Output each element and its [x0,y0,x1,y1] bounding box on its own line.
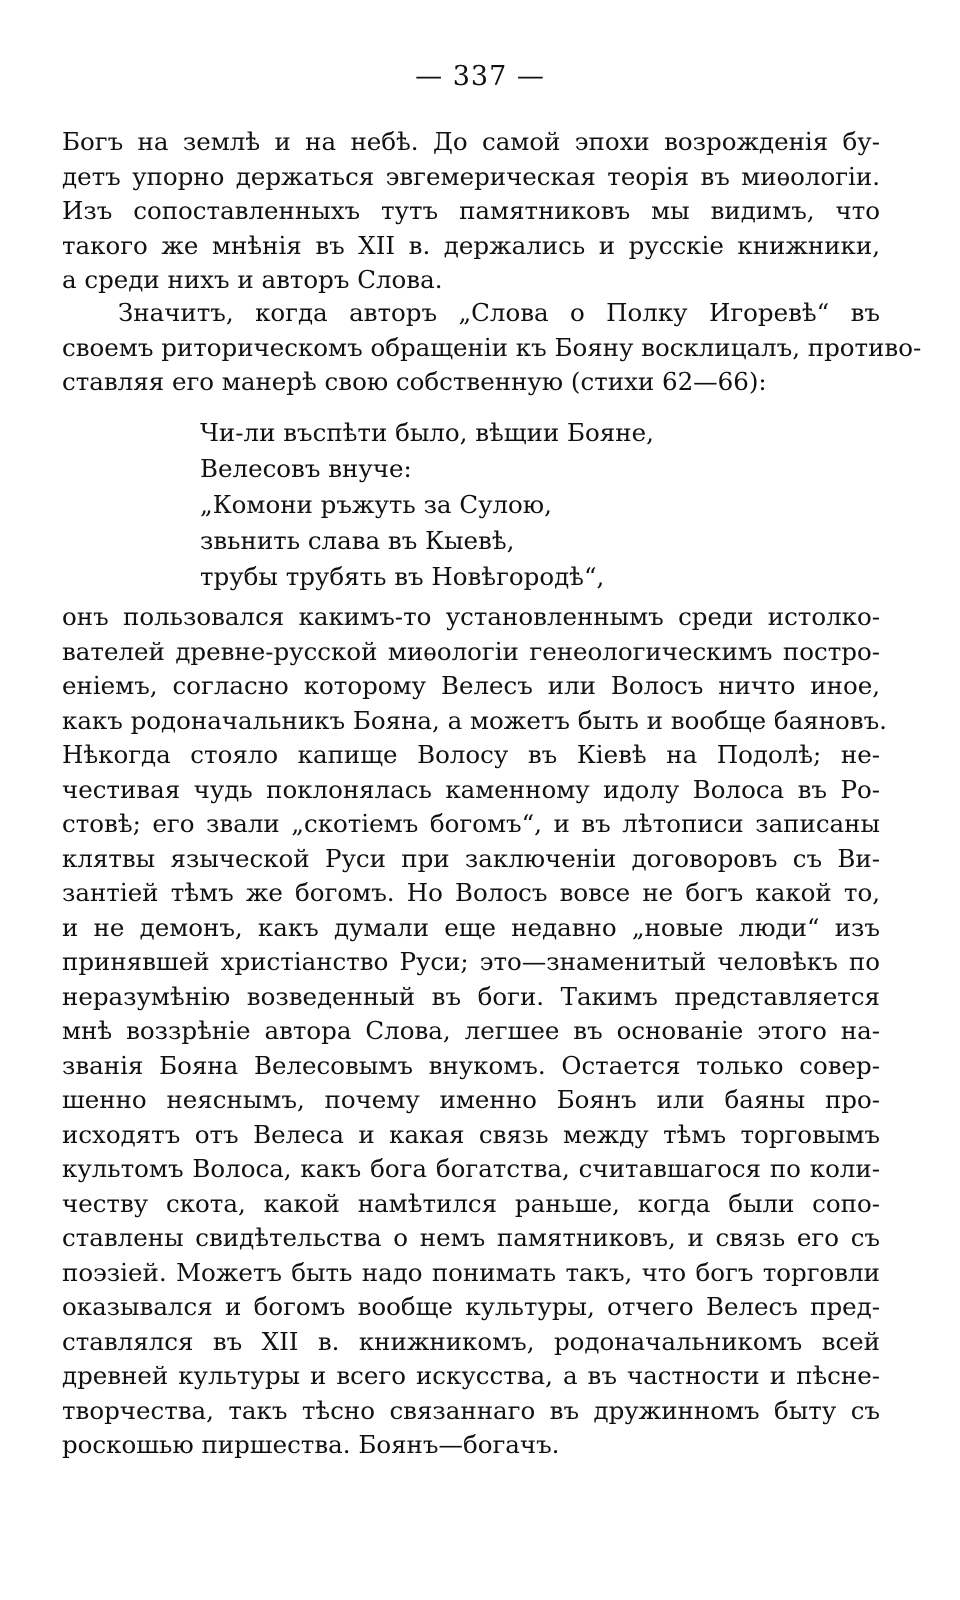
text-line: вателей древне-русской миѳологіи генеологическимъ постро- [62,636,880,666]
verse-line: звьнить слава въ Кыевѣ, [200,526,515,555]
text-line: ставлялся въ XII в. книжникомъ, родоначальникомъ всей [62,1326,880,1356]
text-line: зантіей тѣмъ же богомъ. Но Волосъ вовсе не богъ какой то, [62,878,880,907]
text-line: клятвы языческой Руси при заключеніи договоровъ съ Ви- [62,843,880,873]
text-line: принявшей христіанство Руси; это—знаменитый человѣкъ по [62,947,880,976]
text-line: Нѣкогда стояло капище Волосу въ Кіевѣ на Подолѣ; не- [62,740,880,769]
text-line: древней культуры и всего искусства, а въ частности и пѣсне- [62,1361,880,1390]
paragraph-3 [62,600,887,1463]
verse-line: „Комони ръжуть за Сулою, [200,490,552,519]
text-line: творчества, такъ тѣсно связаннаго въ дружинномъ быту съ [62,1395,880,1425]
page-number: — 337 — [415,61,545,92]
text-line: своемъ риторическомъ обращеніи къ Бояну восклицалъ, противо- [62,332,922,362]
text-line: исходятъ отъ Велеса и какая связь между тѣмъ торговымъ [62,1119,880,1149]
text-line: культомъ Волоса, какъ бога богатства, считавшагося по коли- [62,1154,880,1183]
text-line: роскошью пиршества. Боянъ—богачъ. [62,1430,560,1459]
text-line: Изъ сопоставленныхъ тутъ памятниковъ мы видимъ, что [62,196,880,225]
text-line: онъ пользовался какимъ-то установленнымъ среди истолко- [62,602,880,631]
text-line: и не демонъ, какъ думали еще недавно „новые люди“ изъ [62,912,880,942]
paragraph-2 [62,296,922,400]
text-line: такого же мнѣнія въ XII в. держались и русскіе книжники, [62,230,880,260]
text-line: еніемъ, согласно которому Велесъ или Волосъ ничто иное, [62,671,880,700]
text-line: честву скота, какой намѣтился раньше, когда были сопо- [62,1188,880,1218]
text-line: ставлены свидѣтельства о немъ памятниковъ, и связь его съ [62,1223,880,1252]
verse-line: Велесовъ внуче: [200,454,412,483]
text-line: неразумѣнію возведенный въ боги. Такимъ представляется [62,981,880,1011]
text-line: оказывался и богомъ вообще культуры, отчего Велесъ пред- [62,1292,880,1321]
text-line: Значитъ, когда авторъ „Слова о Полку Игоревѣ“ въ [118,298,880,327]
text-line: поэзіей. Можетъ быть надо понимать такъ, что богъ торговли [62,1257,880,1287]
text-line: Богъ на землѣ и на небѣ. До самой эпохи возрожденія бу- [62,127,880,156]
text-line: мнѣ воззрѣніе автора Слова, легшее въ основаніе этого на- [62,1016,880,1045]
text-line: званія Бояна Велесовымъ внукомъ. Остается только совер- [62,1050,880,1080]
text-line: а среди нихъ и авторъ Слова. [62,265,443,294]
verse-line: Чи-ли въспѣти было, вѣщии Бояне, [200,418,654,447]
text-line: какъ родоначальникъ Бояна, а можетъ быть и вообще баяновъ. [62,705,887,735]
verse-quote [200,415,654,595]
text-line: ставляя его манерѣ свою собственную (стихи 62—66): [62,367,767,396]
verse-line: трубы трубять въ Новѣгородѣ“, [200,562,605,591]
text-line: детъ упорно держаться эвгемерическая теорія въ миѳологіи. [62,161,880,191]
paragraph-1 [62,125,880,298]
text-line: честивая чудь поклонялась каменному идолу Волоса въ Ро- [62,774,880,804]
text-line: шенно неяснымъ, почему именно Боянъ или баяны про- [62,1085,880,1114]
text-line: стовѣ; его звали „скотіемъ богомъ“, и въ лѣтописи записаны [62,809,880,838]
